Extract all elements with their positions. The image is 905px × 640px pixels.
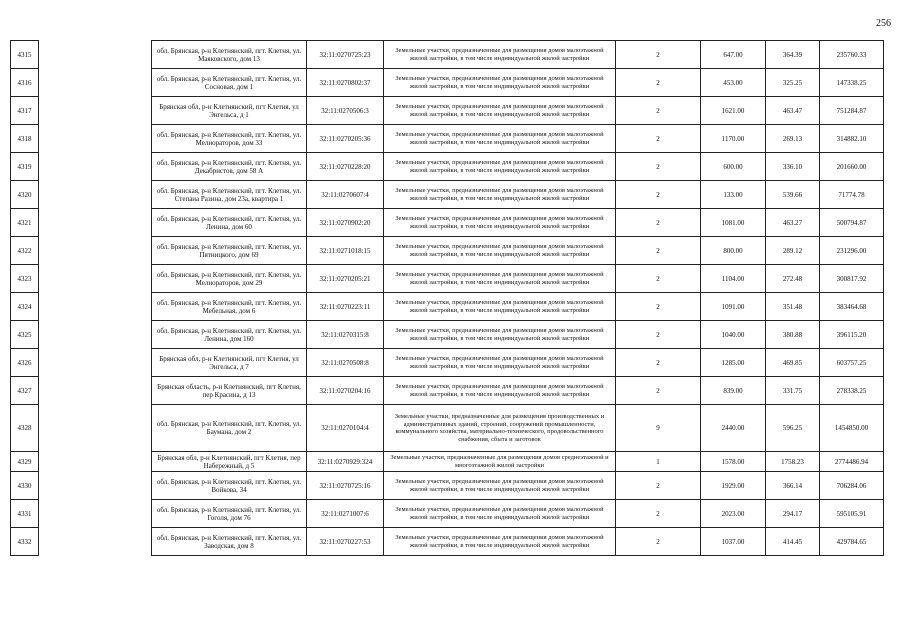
specific-value-cell: 414.45	[766, 528, 820, 556]
land-use-cell: Земельные участки, предназначенные для размещения домов малоэтажной жилой застройки, в том числе индивидуальной жилой застройки	[384, 125, 616, 153]
spacer-cell	[39, 500, 152, 528]
row-number-cell: 4326	[11, 349, 39, 377]
group-cell: 2	[616, 97, 701, 125]
address-cell: обл. Брянская, р-н Клетнянский, пгт. Клетня, ул. Гоголя, дом 76	[152, 500, 307, 528]
specific-value-cell: 294.17	[766, 500, 820, 528]
group-cell: 2	[616, 321, 701, 349]
group-cell: 2	[616, 500, 701, 528]
spacer-cell	[39, 97, 152, 125]
address-cell: обл. Брянская, р-н Клетнянский, пгт. Клетня, ул. Мелиораторов, дом 33	[152, 125, 307, 153]
address-cell: обл. Брянская, р-н Клетнянский, пгт. Клетня, ул. Заводская, дом 8	[152, 528, 307, 556]
land-use-cell: Земельные участки, предназначенные для размещения домов малоэтажной жилой застройки, в том числе индивидуальной жилой застройки	[384, 181, 616, 209]
group-cell: 1	[616, 452, 701, 472]
table-row	[11, 452, 884, 472]
spacer-cell	[39, 69, 152, 97]
address-cell: обл. Брянская, р-н Клетнянский, пгт. Клетня, ул. Пятницкого, дом 69	[152, 237, 307, 265]
spacer-cell	[39, 349, 152, 377]
row-number-cell: 4332	[11, 528, 39, 556]
cadastral-number-cell: 32:11:0271018:15	[307, 237, 384, 265]
area-cell: 1170.00	[701, 125, 766, 153]
group-cell: 2	[616, 237, 701, 265]
area-cell: 1037.00	[701, 528, 766, 556]
table-row	[11, 97, 884, 125]
land-use-cell: Земельные участки, предназначенные для размещения домов малоэтажной жилой застройки, в том числе индивидуальной жилой застройки	[384, 377, 616, 405]
area-cell: 2440.00	[701, 405, 766, 452]
row-number-cell: 4321	[11, 209, 39, 237]
table-row	[11, 377, 884, 405]
specific-value-cell: 463.47	[766, 97, 820, 125]
cadastral-value-cell: 147338.25	[820, 69, 884, 97]
cadastral-number-cell: 32:11:0270607:4	[307, 181, 384, 209]
area-cell: 1104.00	[701, 265, 766, 293]
cadastral-number-cell: 32:11:0270204:16	[307, 377, 384, 405]
specific-value-cell: 269.13	[766, 125, 820, 153]
spacer-cell	[39, 181, 152, 209]
table-row	[11, 472, 884, 500]
area-cell: 600.00	[701, 153, 766, 181]
address-cell: Брянская обл, р-н Клетнянский, пгт Клетня, ул Энгельса, д 7	[152, 349, 307, 377]
cadastral-value-cell: 300817.92	[820, 265, 884, 293]
table-row	[11, 69, 884, 97]
specific-value-cell: 272.48	[766, 265, 820, 293]
area-cell: 1081.00	[701, 209, 766, 237]
group-cell: 2	[616, 265, 701, 293]
address-cell: обл. Брянская, р-н Клетнянский, пгт. Клетня, ул. Сосновая, дом 1	[152, 69, 307, 97]
cadastral-number-cell: 32:11:0270315:8	[307, 321, 384, 349]
area-cell: 133.00	[701, 181, 766, 209]
area-cell: 1621.00	[701, 97, 766, 125]
page-number: 256	[876, 18, 891, 29]
row-number-cell: 4315	[11, 41, 39, 69]
specific-value-cell: 336.10	[766, 153, 820, 181]
specific-value-cell: 325.25	[766, 69, 820, 97]
specific-value-cell: 596.25	[766, 405, 820, 452]
row-number-cell: 4330	[11, 472, 39, 500]
land-use-cell: Земельные участки, предназначенные для размещения производственных и административных зданий, строений, сооружений промышленности, коммунального хозяйства, материально-технического, продовольственного снабжения, сбыта и заготовок	[384, 405, 616, 452]
row-number-cell: 4324	[11, 293, 39, 321]
spacer-cell	[39, 153, 152, 181]
group-cell: 2	[616, 472, 701, 500]
address-cell: обл. Брянская, р-н Клетнянский, пгт. Клетня, ул. Декабристов, дом 58 А	[152, 153, 307, 181]
cadastral-value-cell: 201660.00	[820, 153, 884, 181]
cadastral-number-cell: 32:11:0270205:36	[307, 125, 384, 153]
row-number-cell: 4319	[11, 153, 39, 181]
cadastral-value-table	[10, 40, 884, 556]
table-row	[11, 293, 884, 321]
cadastral-value-cell: 429784.65	[820, 528, 884, 556]
spacer-cell	[39, 472, 152, 500]
land-use-cell: Земельные участки, предназначенные для размещения домов малоэтажной жилой застройки, в том числе индивидуальной жилой застройки	[384, 209, 616, 237]
address-cell: обл. Брянская, р-н Клетнянский, пгт. Клетня, ул. Мелиораторов, дом 29	[152, 265, 307, 293]
address-cell: Брянская обл, р-н Клетнянский, пгт Клетня, ул Энгельса, д 1	[152, 97, 307, 125]
cadastral-number-cell: 32:11:0270725:16	[307, 472, 384, 500]
spacer-cell	[39, 452, 152, 472]
specific-value-cell: 1758.23	[766, 452, 820, 472]
specific-value-cell: 463.27	[766, 209, 820, 237]
cadastral-value-cell: 235760.33	[820, 41, 884, 69]
specific-value-cell: 364.39	[766, 41, 820, 69]
land-use-cell: Земельные участки, предназначенные для размещения домов малоэтажной жилой застройки, в том числе индивидуальной жилой застройки	[384, 69, 616, 97]
land-use-cell: Земельные участки, предназначенные для размещения домов малоэтажной жилой застройки, в том числе индивидуальной жилой застройки	[384, 97, 616, 125]
row-number-cell: 4317	[11, 97, 39, 125]
group-cell: 2	[616, 69, 701, 97]
group-cell: 2	[616, 377, 701, 405]
area-cell: 2023.00	[701, 500, 766, 528]
specific-value-cell: 380.88	[766, 321, 820, 349]
spacer-cell	[39, 209, 152, 237]
row-number-cell: 4327	[11, 377, 39, 405]
spacer-cell	[39, 528, 152, 556]
row-number-cell: 4325	[11, 321, 39, 349]
table-row	[11, 209, 884, 237]
row-number-cell: 4323	[11, 265, 39, 293]
cadastral-number-cell: 32:11:0270902:20	[307, 209, 384, 237]
group-cell: 2	[616, 209, 701, 237]
group-cell: 2	[616, 349, 701, 377]
cadastral-value-cell: 314882.10	[820, 125, 884, 153]
address-cell: Брянская область, р-н Клетнянский, пгт Клетня, пер Красина, д 13	[152, 377, 307, 405]
table-row	[11, 153, 884, 181]
specific-value-cell: 289.12	[766, 237, 820, 265]
cadastral-number-cell: 32:11:0270725:23	[307, 41, 384, 69]
group-cell: 2	[616, 125, 701, 153]
spacer-cell	[39, 293, 152, 321]
row-number-cell: 4331	[11, 500, 39, 528]
row-number-cell: 4316	[11, 69, 39, 97]
specific-value-cell: 469.85	[766, 349, 820, 377]
spacer-cell	[39, 125, 152, 153]
land-use-cell: Земельные участки, предназначенные для размещения домов малоэтажной жилой застройки, в том числе индивидуальной жилой застройки	[384, 349, 616, 377]
area-cell: 1285.00	[701, 349, 766, 377]
group-cell: 2	[616, 41, 701, 69]
specific-value-cell: 539.66	[766, 181, 820, 209]
area-cell: 839.00	[701, 377, 766, 405]
row-number-cell: 4329	[11, 452, 39, 472]
row-number-cell: 4322	[11, 237, 39, 265]
spacer-cell	[39, 405, 152, 452]
land-use-cell: Земельные участки, предназначенные для размещения домов малоэтажной жилой застройки, в том числе индивидуальной жилой застройки	[384, 500, 616, 528]
row-number-cell: 4318	[11, 125, 39, 153]
land-use-cell: Земельные участки, предназначенные для размещения домов малоэтажной жилой застройки, в том числе индивидуальной жилой застройки	[384, 153, 616, 181]
area-cell: 1091.00	[701, 293, 766, 321]
cadastral-value-cell: 396115.20	[820, 321, 884, 349]
address-cell: обл. Брянская, р-н Клетнянский, пгт. Клетня, ул. Баумана, дом 2	[152, 405, 307, 452]
specific-value-cell: 331.75	[766, 377, 820, 405]
cadastral-value-cell: 706284.06	[820, 472, 884, 500]
cadastral-value-cell: 231296.00	[820, 237, 884, 265]
group-cell: 2	[616, 153, 701, 181]
group-cell: 2	[616, 293, 701, 321]
spacer-cell	[39, 377, 152, 405]
table-row	[11, 237, 884, 265]
area-cell: 453.00	[701, 69, 766, 97]
cadastral-value-cell: 603757.25	[820, 349, 884, 377]
table-row	[11, 500, 884, 528]
cadastral-value-cell: 500794.87	[820, 209, 884, 237]
cadastral-number-cell: 32:11:0270104:4	[307, 405, 384, 452]
cadastral-number-cell: 32:11:0270802:37	[307, 69, 384, 97]
area-cell: 647.00	[701, 41, 766, 69]
address-cell: Брянская обл, р-н Клетнянский, пгт Клетня, пер Набережный, д 5	[152, 452, 307, 472]
cadastral-value-cell: 1454850.00	[820, 405, 884, 452]
land-use-cell: Земельные участки, предназначенные для размещения домов малоэтажной жилой застройки, в том числе индивидуальной жилой застройки	[384, 472, 616, 500]
address-cell: обл. Брянская, р-н Клетнянский, пгт. Клетня, ул. Ленина, дом 60	[152, 209, 307, 237]
cadastral-value-cell: 2774486.94	[820, 452, 884, 472]
table-row	[11, 349, 884, 377]
table-row	[11, 528, 884, 556]
land-use-cell: Земельные участки, предназначенные для размещения домов малоэтажной жилой застройки, в том числе индивидуальной жилой застройки	[384, 237, 616, 265]
group-cell: 2	[616, 181, 701, 209]
spacer-cell	[39, 237, 152, 265]
group-cell: 9	[616, 405, 701, 452]
area-cell: 1040.00	[701, 321, 766, 349]
specific-value-cell: 351.48	[766, 293, 820, 321]
cadastral-number-cell: 32:11:0270227:53	[307, 528, 384, 556]
row-number-cell: 4328	[11, 405, 39, 452]
address-cell: обл. Брянская, р-н Клетнянский, пгт. Клетня, ул. Мебельная, дом 6	[152, 293, 307, 321]
spacer-cell	[39, 265, 152, 293]
cadastral-value-cell: 71774.78	[820, 181, 884, 209]
table-row	[11, 321, 884, 349]
area-cell: 1578.00	[701, 452, 766, 472]
cadastral-value-cell: 751284.87	[820, 97, 884, 125]
area-cell: 800.00	[701, 237, 766, 265]
cadastral-number-cell: 32:11:0270223:11	[307, 293, 384, 321]
cadastral-value-cell: 595105.91	[820, 500, 884, 528]
specific-value-cell: 366.14	[766, 472, 820, 500]
row-number-cell: 4320	[11, 181, 39, 209]
table-row	[11, 41, 884, 69]
land-use-cell: Земельные участки, предназначенные для размещения домов среднеэтажной и многоэтажной жилой застройки	[384, 452, 616, 472]
cadastral-number-cell: 32:11:0270929:324	[307, 452, 384, 472]
spacer-cell	[39, 321, 152, 349]
land-use-cell: Земельные участки, предназначенные для размещения домов малоэтажной жилой застройки, в том числе индивидуальной жилой застройки	[384, 265, 616, 293]
address-cell: обл. Брянская, р-н Клетнянский, пгт. Клетня, ул. Степана Разина, дом 23а, квартира 1	[152, 181, 307, 209]
cadastral-number-cell: 32:11:0270508:8	[307, 349, 384, 377]
table-row	[11, 405, 884, 452]
cadastral-number-cell: 32:11:0270506:3	[307, 97, 384, 125]
spacer-cell	[39, 41, 152, 69]
land-use-cell: Земельные участки, предназначенные для размещения домов малоэтажной жилой застройки, в том числе индивидуальной жилой застройки	[384, 321, 616, 349]
table-row	[11, 181, 884, 209]
area-cell: 1929.00	[701, 472, 766, 500]
address-cell: обл. Брянская, р-н Клетнянский, пгт. Клетня, ул. Войкова, 34	[152, 472, 307, 500]
land-use-cell: Земельные участки, предназначенные для размещения домов малоэтажной жилой застройки, в том числе индивидуальной жилой застройки	[384, 293, 616, 321]
group-cell: 2	[616, 528, 701, 556]
land-use-cell: Земельные участки, предназначенные для размещения домов малоэтажной жилой застройки, в том числе индивидуальной жилой застройки	[384, 41, 616, 69]
table-row	[11, 265, 884, 293]
cadastral-number-cell: 32:11:0270205:21	[307, 265, 384, 293]
cadastral-number-cell: 32:11:0270228:20	[307, 153, 384, 181]
cadastral-value-cell: 383464.68	[820, 293, 884, 321]
address-cell: обл. Брянская, р-н Клетнянский, пгт. Клетня, ул. Ленина, дом 160	[152, 321, 307, 349]
land-use-cell: Земельные участки, предназначенные для размещения домов малоэтажной жилой застройки, в том числе индивидуальной жилой застройки	[384, 528, 616, 556]
cadastral-value-cell: 278338.25	[820, 377, 884, 405]
cadastral-number-cell: 32:11:0271007:6	[307, 500, 384, 528]
address-cell: обл. Брянская, р-н Клетнянский, пгт. Клетня, ул. Маяковского, дом 13	[152, 41, 307, 69]
table-row	[11, 125, 884, 153]
